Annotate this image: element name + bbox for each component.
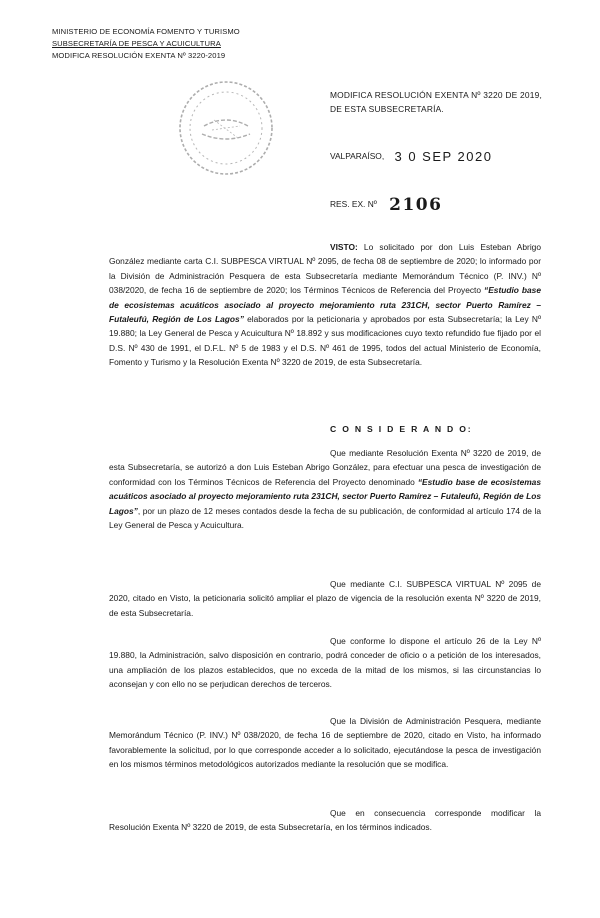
modifica-line: MODIFICA RESOLUCIÓN EXENTA Nº 3220-2019 xyxy=(52,51,226,60)
considerando-paragraph-2: Que mediante C.I. SUBPESCA VIRTUAL Nº 2095 de 2020, citado en Visto, la peticionaria solicitó ampliar el plazo de vigencia de la resolución exenta Nº 3220 de 2019, de esta Subsecretaría. xyxy=(109,579,541,618)
ministry-name: MINISTERIO DE ECONOMÍA FOMENTO Y TURISMO xyxy=(52,27,240,36)
resolution-number xyxy=(330,192,443,215)
letterhead xyxy=(52,26,240,62)
date: 3 0 SEP 2020 xyxy=(394,149,493,164)
considerando-project-name: “Estudio base de ecosistemas acuáticos asociado al proyecto mejoramiento ruta 231CH, sector Puerto Ramírez – Futaleufú, Región de Los Lagos” xyxy=(109,476,541,516)
resolution-label: RES. EX. Nº xyxy=(330,199,377,209)
considerando-paragraph-5: Que en consecuencia corresponde modificar la Resolución Exenta Nº 3220 de 2019, de esta Subsecretaría, en los términos indicados. xyxy=(109,808,541,833)
considerando-paragraph-1: Que mediante Resolución Exenta Nº 3220 de 2019, de esta Subsecretaría, se autorizó a don Luis Esteban Abrigo González, para efectuar una pesca de investigación de conformidad con los Términos Técnicos de Referencia del Proyecto denominado “Estudio base de ecosistemas acuáticos asociado al proyecto mejoramiento ruta 231CH, sector Puerto Ramírez – Futaleufú, Región de Los Lagos”, por un plazo de 12 meses contados desde la fecha de su publicación, de conformidad al artículo 174 de la Ley General de Pesca y Acuicultura. xyxy=(109,448,541,531)
resolution-value: 2106 xyxy=(389,195,443,215)
visto-label: VISTO: xyxy=(330,242,358,252)
considerando-heading: C O N S I D E R A N D O: xyxy=(330,424,473,434)
city: VALPARAÍSO, xyxy=(330,151,385,161)
official-seal-stamp-icon xyxy=(174,76,278,180)
visto-project-name: “Estudio base de ecosistemas acuáticos asociado al proyecto mejoramiento ruta 231CH, sector Puerto Ramírez – Futaleufú, Región de Los Lagos” xyxy=(109,285,541,325)
considerando-paragraph-3: Que conforme lo dispone el artículo 26 de la Ley Nº 19.880, la Administración, salvo disposición en contrario, podrá conceder de oficio o a petición de los interesados, una ampliación de los plazos establecidos, que no exceda de la mitad de los mismos, si las circunstancias lo aconsejan y con ello no se perjudican derechos de terceros. xyxy=(109,636,541,690)
considerando-paragraph-4: Que la División de Administración Pesquera, mediante Memorándum Técnico (P. INV.) Nº 038/2020, de fecha 16 de septiembre de 2020, citado en Visto, ha informado favorablemente la solicitud, por lo que corresponde acceder a lo solicitado, ejecutándose la pesca de investigación en los mismos términos metodológicos autorizados mediante la resolución que se modifica. xyxy=(109,716,541,770)
visto-paragraph: VISTO: Lo solicitado por don Luis Esteban Abrigo González mediante carta C.I. SUBPESCA VIRTUAL Nº 2095, de fecha 08 de septiembre de 2020; lo informado por la División de Administración Pesquera de esta Subsecretaría mediante Memorándum Técnico (P. INV.) Nº 038/2020, de fecha 16 de septiembre de 2020; los Términos Técnicos de Referencia del Proyecto “Estudio base de ecosistemas acuáticos asociado al proyecto mejoramiento ruta 231CH, sector Puerto Ramírez – Futaleufú, Región de Los Lagos” elaborados por la peticionaria y aprobados por esta Subsecretaría; la Ley Nº 19.880; la Ley General de Pesca y Acuicultura Nº 18.892 y sus modificaciones cuyo texto refundido fue fijado por el D.S. Nº 430 de 1991, el D.F.L. Nº 5 de 1983 y el D.S. Nº 461 de 1995, todos del actual Ministerio de Economía, Fomento y Turismo y la Resolución Exenta Nº 3220 de 2019, de esta Subsecretaría. xyxy=(109,242,541,368)
reference-title: MODIFICA RESOLUCIÓN EXENTA Nº 3220 DE 2019, DE ESTA SUBSECRETARÍA. xyxy=(330,90,542,114)
city-date xyxy=(330,147,492,162)
subsecretaria-name: SUBSECRETARÍA DE PESCA Y ACUICULTURA xyxy=(52,39,221,48)
